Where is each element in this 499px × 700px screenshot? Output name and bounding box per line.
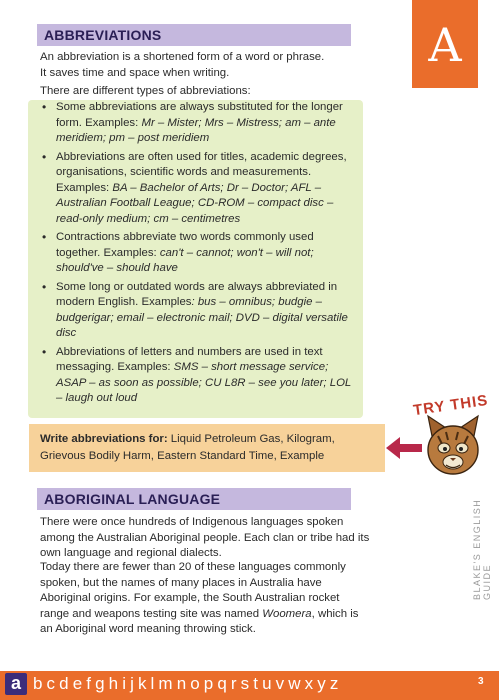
left-arrow-icon	[386, 437, 422, 459]
abbreviation-types-list	[40, 100, 360, 410]
woomera-term: Woomera	[262, 607, 312, 620]
list-item-examples: SMS – short message service; ASAP – as soon as possible; CU L8R – see you later; LOL – laugh out loud	[56, 361, 352, 404]
try-this-prompt	[40, 431, 370, 465]
aboriginal-paragraph-1: There were once hundreds of Indigenous languages spoken among the Australian Aboriginal people. Each clan or tribe had its own language and regional dialects.	[40, 516, 370, 559]
bullet-icon: •	[42, 149, 47, 164]
try-this-prompt-bold: Write abbreviations for:	[40, 433, 168, 445]
intro-line-2: It saves time and space when writing.	[40, 66, 230, 79]
aboriginal-paragraph-2-part-b: , which is an Aboriginal word meaning throwing stick.	[40, 607, 359, 635]
list-item-examples: Mr – Mister; Mrs – Mistress; am – ante meridiem; pm – post meridiem	[56, 116, 336, 144]
cat-face-icon	[424, 414, 482, 480]
alphabet-letters[interactable]: bcdefghijklmnopqrstuvwxyz	[33, 674, 343, 693]
list-item	[40, 150, 360, 228]
aboriginal-language-heading: ABORIGINAL LANGUAGE	[37, 488, 351, 510]
try-this-label: TRY THIS	[412, 391, 490, 420]
list-item	[40, 280, 360, 342]
book-title-side-text: BLAKE'S ENGLISH GUIDE	[472, 498, 492, 600]
list-item-examples: : bus – omnibus; budgie – budgerigar; email – electronic mail; DVD – digital versatile disc	[56, 296, 348, 339]
list-item-text: Contractions abbreviate two words commonly used together. Examples:	[56, 231, 314, 259]
list-item-examples: can't – cannot; won't – will not; should've – should have	[56, 246, 314, 274]
bullet-icon: •	[42, 100, 47, 114]
aboriginal-paragraph-2	[40, 560, 370, 638]
list-item	[40, 100, 360, 147]
bullet-icon: •	[42, 230, 47, 244]
list-item	[40, 230, 360, 277]
abbreviations-heading: ABBREVIATIONS	[37, 24, 351, 46]
aboriginal-paragraph-2-part-a: Today there are fewer than 20 of these languages commonly spoken, but the names of many places in Australia have Aboriginal origins. For example, the South Australian rocket range and weapons testing site was named	[40, 561, 346, 620]
intro-line-1: An abbreviation is a shortened form of a word or phrase.	[40, 51, 325, 63]
list-item-examples: BA – Bachelor of Arts; Dr – Doctor; AFL – Australian Football League; CD-ROM – compact disc – read-only medium; cm – centimetres	[56, 181, 334, 225]
list-item	[40, 345, 360, 407]
page-number: 3	[478, 676, 484, 687]
section-letter-tab: A	[412, 0, 478, 88]
try-this-prompt-rest: Liquid Petroleum Gas, Kilogram, Grievous Bodily Harm, Eastern Standard Time, Example	[40, 433, 335, 462]
list-item-text: Abbreviations are often used for titles, academic degrees, organisations, scientific words and measurements. Examples:	[56, 150, 347, 194]
alphabet-current-letter[interactable]: a	[5, 673, 27, 695]
list-item-text: Some long or outdated words are always abbreviated in modern English. Examples	[56, 280, 338, 308]
bullet-icon: •	[42, 344, 47, 359]
types-intro-line: There are different types of abbreviations:	[40, 85, 251, 97]
abbreviations-intro	[40, 50, 370, 81]
list-item-text: Some abbreviations are always substituted for the longer form. Examples:	[56, 101, 343, 129]
bullet-icon: •	[42, 279, 47, 294]
list-item-text: Abbreviations of letters and numbers are used in text messaging. Examples:	[56, 345, 323, 373]
